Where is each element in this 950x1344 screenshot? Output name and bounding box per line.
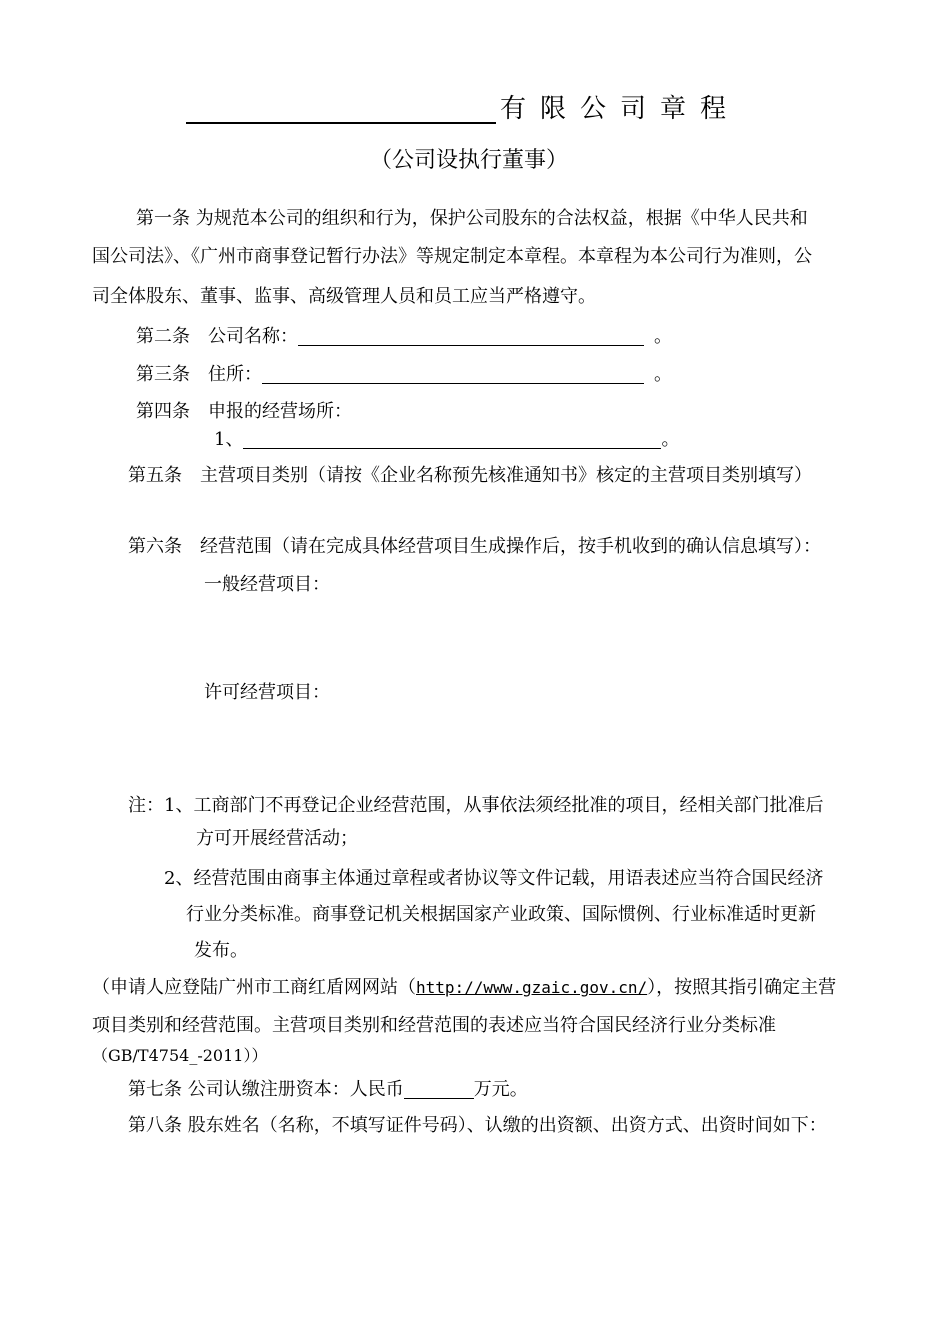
article-3-end: 。 <box>654 364 672 385</box>
general-business-label: 一般经营项目： <box>204 574 330 595</box>
note-2-line-3: 发布。 <box>194 940 248 961</box>
article-7-post: 万元。 <box>473 1079 528 1100</box>
article-3 <box>136 365 672 384</box>
applicant-note-line-3: （GB/T4754_-2011）） <box>92 1046 268 1065</box>
applicant-note-line-2: 项目类别和经营范围。主营项目类别和经营范围的表述应当符合国民经济行业分类标准 <box>92 1015 776 1036</box>
registered-capital-field[interactable] <box>404 1080 474 1099</box>
article-2 <box>136 327 672 346</box>
article-2-end: 。 <box>654 326 672 347</box>
gzaic-website-link[interactable]: http://www.gzaic.gov.cn/ <box>416 978 648 997</box>
article-8: 第八条 股东姓名（名称，不填写证件号码）、认缴的出资额、出资方式、出资时间如下： <box>128 1115 827 1136</box>
company-name-field[interactable] <box>298 327 644 346</box>
address-field[interactable] <box>262 365 644 384</box>
document-subtitle: （公司设执行董事） <box>370 148 569 173</box>
applicant-note-pre: （申请人应登陆广州市工商红盾网网站（ <box>92 977 416 998</box>
note-1-line-1: 注：1、工商部门不再登记企业经营范围，从事依法须经批准的项目，经相关部门批准后 <box>128 795 824 816</box>
article-4-item-number: 1、 <box>214 429 244 450</box>
article-4-end: 。 <box>661 429 680 450</box>
article-3-label: 第三条 住所： <box>136 364 262 385</box>
article-1-line-3: 司全体股东、董事、监事、高级管理人员和员工应当严格遵守。 <box>92 286 596 307</box>
licensed-business-label: 许可经营项目： <box>204 682 330 703</box>
business-premises-field[interactable] <box>243 430 661 449</box>
article-1-line-2: 国公司法》、《广州市商事登记暂行办法》等规定制定本章程。本章程为本公司行为准则，公 <box>92 246 812 267</box>
note-2-line-1: 2、经营范围由商事主体通过章程或者协议等文件记载，用语表述应当符合国民经济 <box>164 868 824 889</box>
article-1-line-1: 第一条 为规范本公司的组织和行为，保护公司股东的合法权益，根据《中华人民共和 <box>136 208 808 229</box>
article-2-label: 第二条 公司名称： <box>136 326 298 347</box>
document-title: 有限公司章程 <box>500 94 741 124</box>
applicant-note-post: ），按照其指引确定主营 <box>647 977 837 998</box>
note-2-line-2: 行业分类标准。商事登记机关根据国家产业政策、国际惯例、行业标准适时更新 <box>186 904 816 925</box>
applicant-note-line-1 <box>92 979 836 997</box>
article-7 <box>128 1080 528 1099</box>
article-5: 第五条 主营项目类别（请按《企业名称预先核准通知书》核定的主营项目类别填写） <box>128 465 812 486</box>
article-7-pre: 第七条 公司认缴注册资本：人民币 <box>128 1079 404 1100</box>
article-4-label: 第四条 申报的经营场所： <box>136 401 352 422</box>
company-name-blank <box>186 122 496 124</box>
note-1-line-2: 方可开展经营活动； <box>196 828 358 849</box>
article-4-item <box>214 430 679 449</box>
article-6: 第六条 经营范围（请在完成具体经营项目生成操作后，按手机收到的确认信息填写）： <box>128 536 821 557</box>
